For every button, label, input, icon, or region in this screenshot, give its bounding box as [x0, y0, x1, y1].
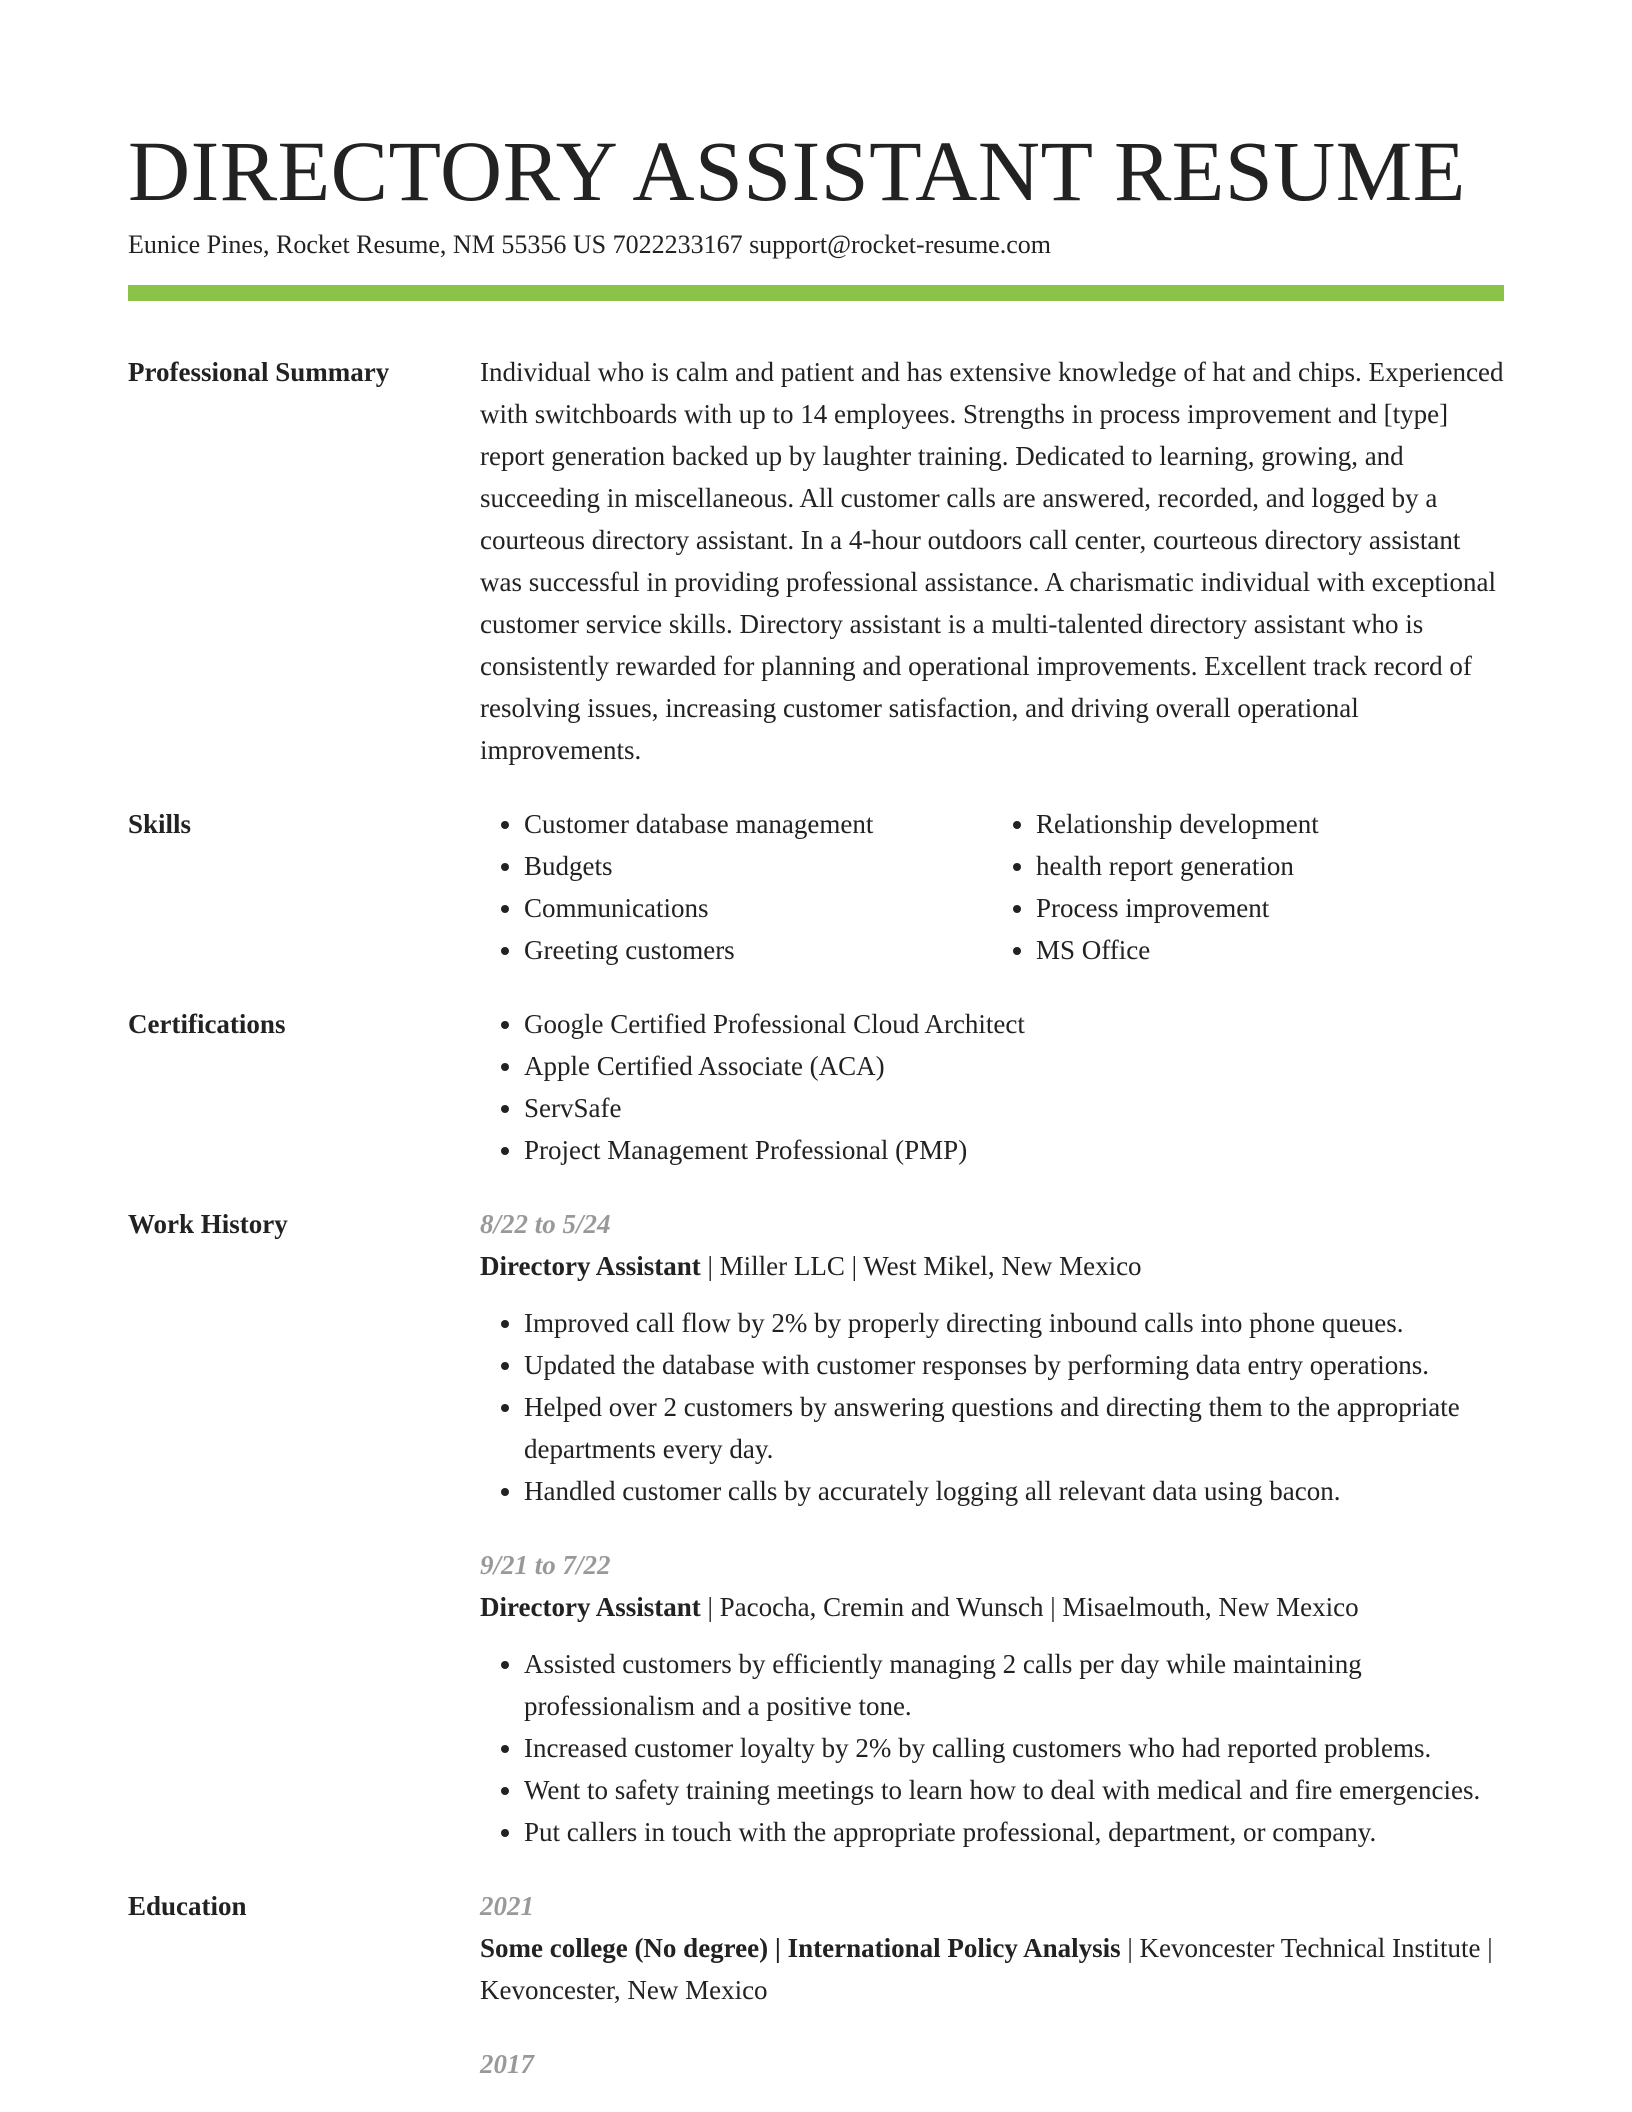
job-bullet: • Assisted customers by efficiently managing 2 calls per day while maintaining professionalism and a positive tone.	[524, 1643, 1504, 1727]
job-bullet: • Updated the database with customer responses by performing data entry operations.	[524, 1344, 1504, 1386]
certifications-list	[480, 1003, 1504, 1171]
education-degree: Some college (No degree) | International Policy Analysis	[480, 1933, 1121, 1963]
job-heading	[480, 1245, 1504, 1287]
skill-item: • MS Office	[1036, 929, 1504, 971]
certification-item: • Google Certified Professional Cloud Architect	[524, 1003, 1504, 1045]
skills-list-right	[992, 803, 1504, 971]
summary-text: Individual who is calm and patient and has extensive knowledge of hat and chips. Experienced with switchboards with up to 14 employees. Strengths in process improvement and [type] report generation backed up by laughter training. Dedicated to learning, growing, and succeeding in miscellaneous. All customer calls are answered, recorded, and logged by a courteous directory assistant. In a 4-hour outdoors call center, courteous directory assistant was successful in providing professional assistance. A charismatic individual with exceptional customer service skills. Directory assistant is a multi-talented directory assistant who is consistently rewarded for planning and operational improvements. Excellent track record of resolving issues, increasing customer satisfaction, and driving overall operational improvements.	[480, 357, 1504, 765]
skill-item: • Greeting customers	[524, 929, 992, 971]
education-entry	[480, 1885, 1504, 2011]
section-label: Skills	[128, 809, 192, 839]
job-bullet: • Put callers in touch with the appropriate professional, department, or company.	[524, 1811, 1504, 1853]
section-label: Professional Summary	[128, 357, 390, 387]
skills-section	[128, 803, 1504, 971]
job-bullet: • Improved call flow by 2% by properly directing inbound calls into phone queues.	[524, 1302, 1504, 1344]
job-entry	[480, 1203, 1504, 1512]
section-label: Certifications	[128, 1009, 286, 1039]
job-bullets	[480, 1643, 1504, 1853]
education-entry	[480, 2043, 1504, 2085]
job-title: Directory Assistant	[480, 1251, 701, 1281]
education-section	[128, 1885, 1504, 2085]
job-bullet: • Helped over 2 customers by answering questions and directing them to the appropriate departments every day.	[524, 1386, 1504, 1470]
job-heading	[480, 1586, 1504, 1628]
job-bullet: • Went to safety training meetings to learn how to deal with medical and fire emergencies.	[524, 1769, 1504, 1811]
certifications-section	[128, 1003, 1504, 1171]
skill-item: • Process improvement	[1036, 887, 1504, 929]
job-bullet: • Increased customer loyalty by 2% by calling customers who had reported problems.	[524, 1727, 1504, 1769]
skill-item: • Budgets	[524, 845, 992, 887]
job-employer: | Pacocha, Cremin and Wunsch | Misaelmouth, New Mexico	[700, 1592, 1359, 1622]
header-divider	[128, 285, 1504, 301]
skill-item: • Relationship development	[1036, 803, 1504, 845]
contact-line: Eunice Pines, Rocket Resume, NM 55356 US 7022233167 support@rocket-resume.com	[128, 230, 1051, 259]
education-year: 2021	[480, 1891, 534, 1921]
education-year: 2017	[480, 2049, 534, 2079]
certification-item: • ServSafe	[524, 1087, 1504, 1129]
resume-title: DIRECTORY ASSISTANT RESUME	[128, 123, 1466, 219]
skills-list-left	[480, 803, 992, 971]
skill-item: • Customer database management	[524, 803, 992, 845]
skill-item: • health report generation	[1036, 845, 1504, 887]
work-history-section	[128, 1203, 1504, 1853]
certification-item: • Project Management Professional (PMP)	[524, 1129, 1504, 1171]
job-employer: | Miller LLC | West Mikel, New Mexico	[700, 1251, 1142, 1281]
job-title: Directory Assistant	[480, 1592, 701, 1622]
education-heading	[480, 1927, 1504, 2011]
certification-item: • Apple Certified Associate (ACA)	[524, 1045, 1504, 1087]
skill-item: • Communications	[524, 887, 992, 929]
job-dates: 8/22 to 5/24	[480, 1209, 611, 1239]
summary-section	[128, 351, 1504, 771]
job-bullet: • Handled customer calls by accurately logging all relevant data using bacon.	[524, 1470, 1504, 1512]
job-entry	[480, 1544, 1504, 1853]
section-label: Education	[128, 1891, 247, 1921]
education-school: | Kevoncester Technical Institute | Kevoncester, New Mexico	[480, 1933, 1493, 2005]
job-dates: 9/21 to 7/22	[480, 1550, 611, 1580]
job-bullets	[480, 1302, 1504, 1512]
resume-sections	[128, 351, 1504, 2085]
section-label: Work History	[128, 1209, 288, 1239]
